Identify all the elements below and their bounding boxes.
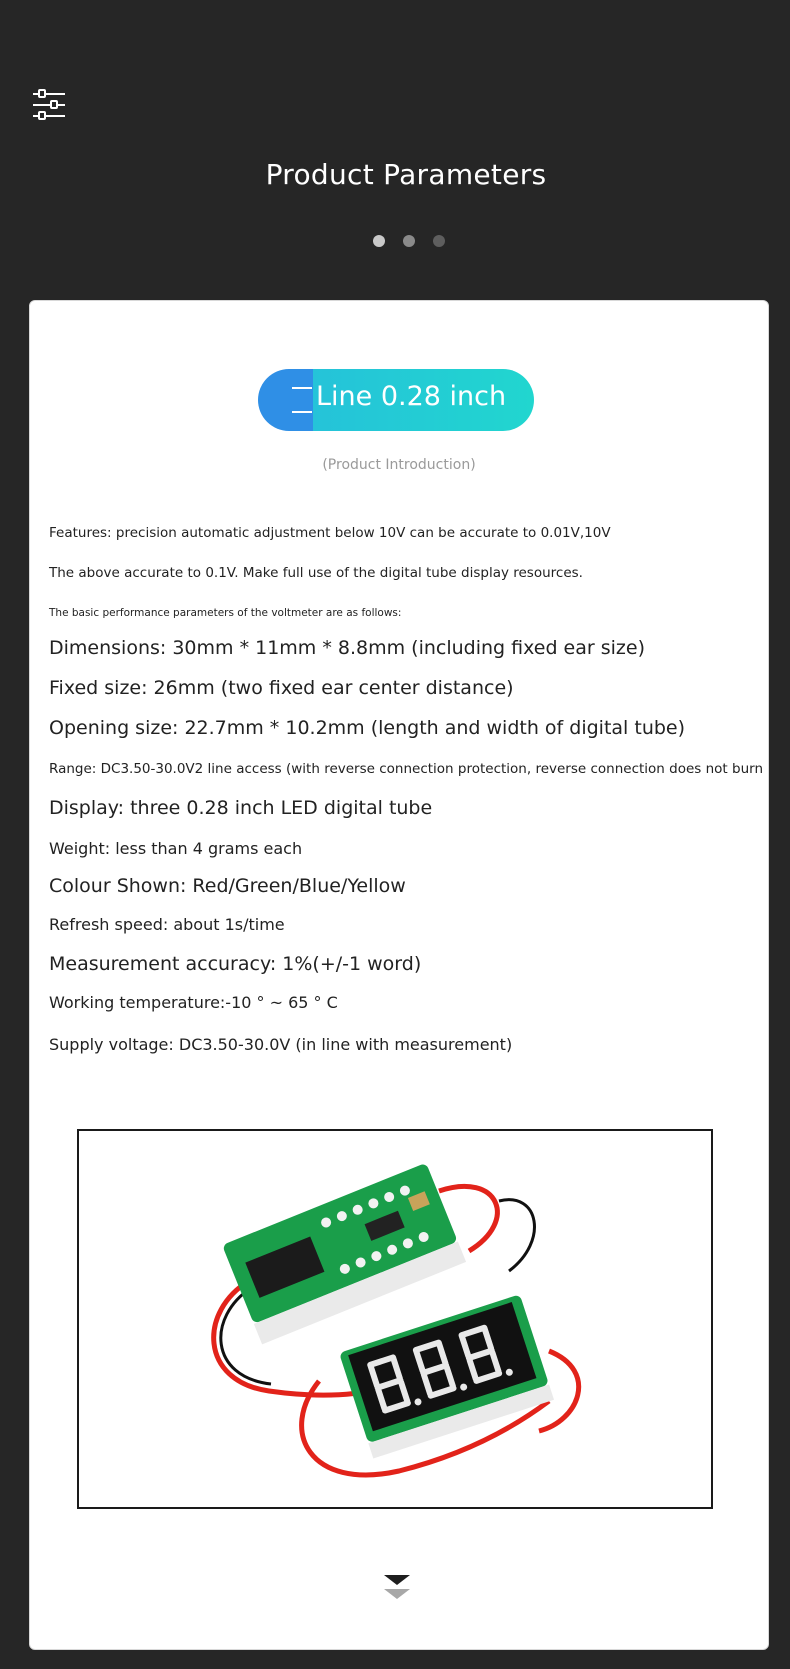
param-dimensions: Dimensions: 30mm * 11mm * 8.8mm (including fixed ear size) <box>49 637 645 659</box>
param-display: Display: three 0.28 inch LED digital tube <box>49 797 433 819</box>
param-range: Range: DC3.50-30.0V2 line access (with reverse connection protection, reverse connection does not burn <box>49 761 764 777</box>
param-weight: Weight: less than 4 grams each <box>49 839 303 858</box>
product-line-pill[interactable] <box>258 369 534 431</box>
pagination-dot-2[interactable] <box>403 235 415 247</box>
param-accuracy-note: The above accurate to 0.1V. Make full use of the digital tube display resources. <box>49 565 583 581</box>
pagination-dot-1[interactable] <box>373 235 385 247</box>
param-intro: The basic performance parameters of the voltmeter are as follows: <box>49 607 402 619</box>
double-chevron-down-icon[interactable] <box>382 1569 412 1603</box>
section-subtitle: (Product Introduction) <box>322 457 476 473</box>
param-refresh: Refresh speed: about 1s/time <box>49 915 285 934</box>
pagination-dots <box>373 235 445 247</box>
product-photo <box>77 1129 713 1509</box>
param-supply-voltage: Supply voltage: DC3.50-30.0V (in line with measurement) <box>49 1035 513 1054</box>
param-working-temperature: Working temperature:-10 ° ~ 65 ° C <box>49 993 338 1012</box>
param-measurement-accuracy: Measurement accuracy: 1%(+/-1 word) <box>49 953 422 975</box>
pagination-dot-3[interactable] <box>433 235 445 247</box>
param-colour: Colour Shown: Red/Green/Blue/Yellow <box>49 875 406 897</box>
param-opening-size: Opening size: 22.7mm * 10.2mm (length and width of digital tube) <box>49 717 686 739</box>
param-fixed-size: Fixed size: 26mm (two fixed ear center distance) <box>49 677 514 699</box>
sliders-icon[interactable] <box>31 88 67 122</box>
product-card <box>29 300 769 1650</box>
pill-marker-icon <box>292 387 312 413</box>
page-title: Product Parameters <box>265 158 547 191</box>
param-features: Features: precision automatic adjustment below 10V can be accurate to 0.01V,10V <box>49 525 611 541</box>
pill-label: Line 0.28 inch <box>316 381 507 412</box>
